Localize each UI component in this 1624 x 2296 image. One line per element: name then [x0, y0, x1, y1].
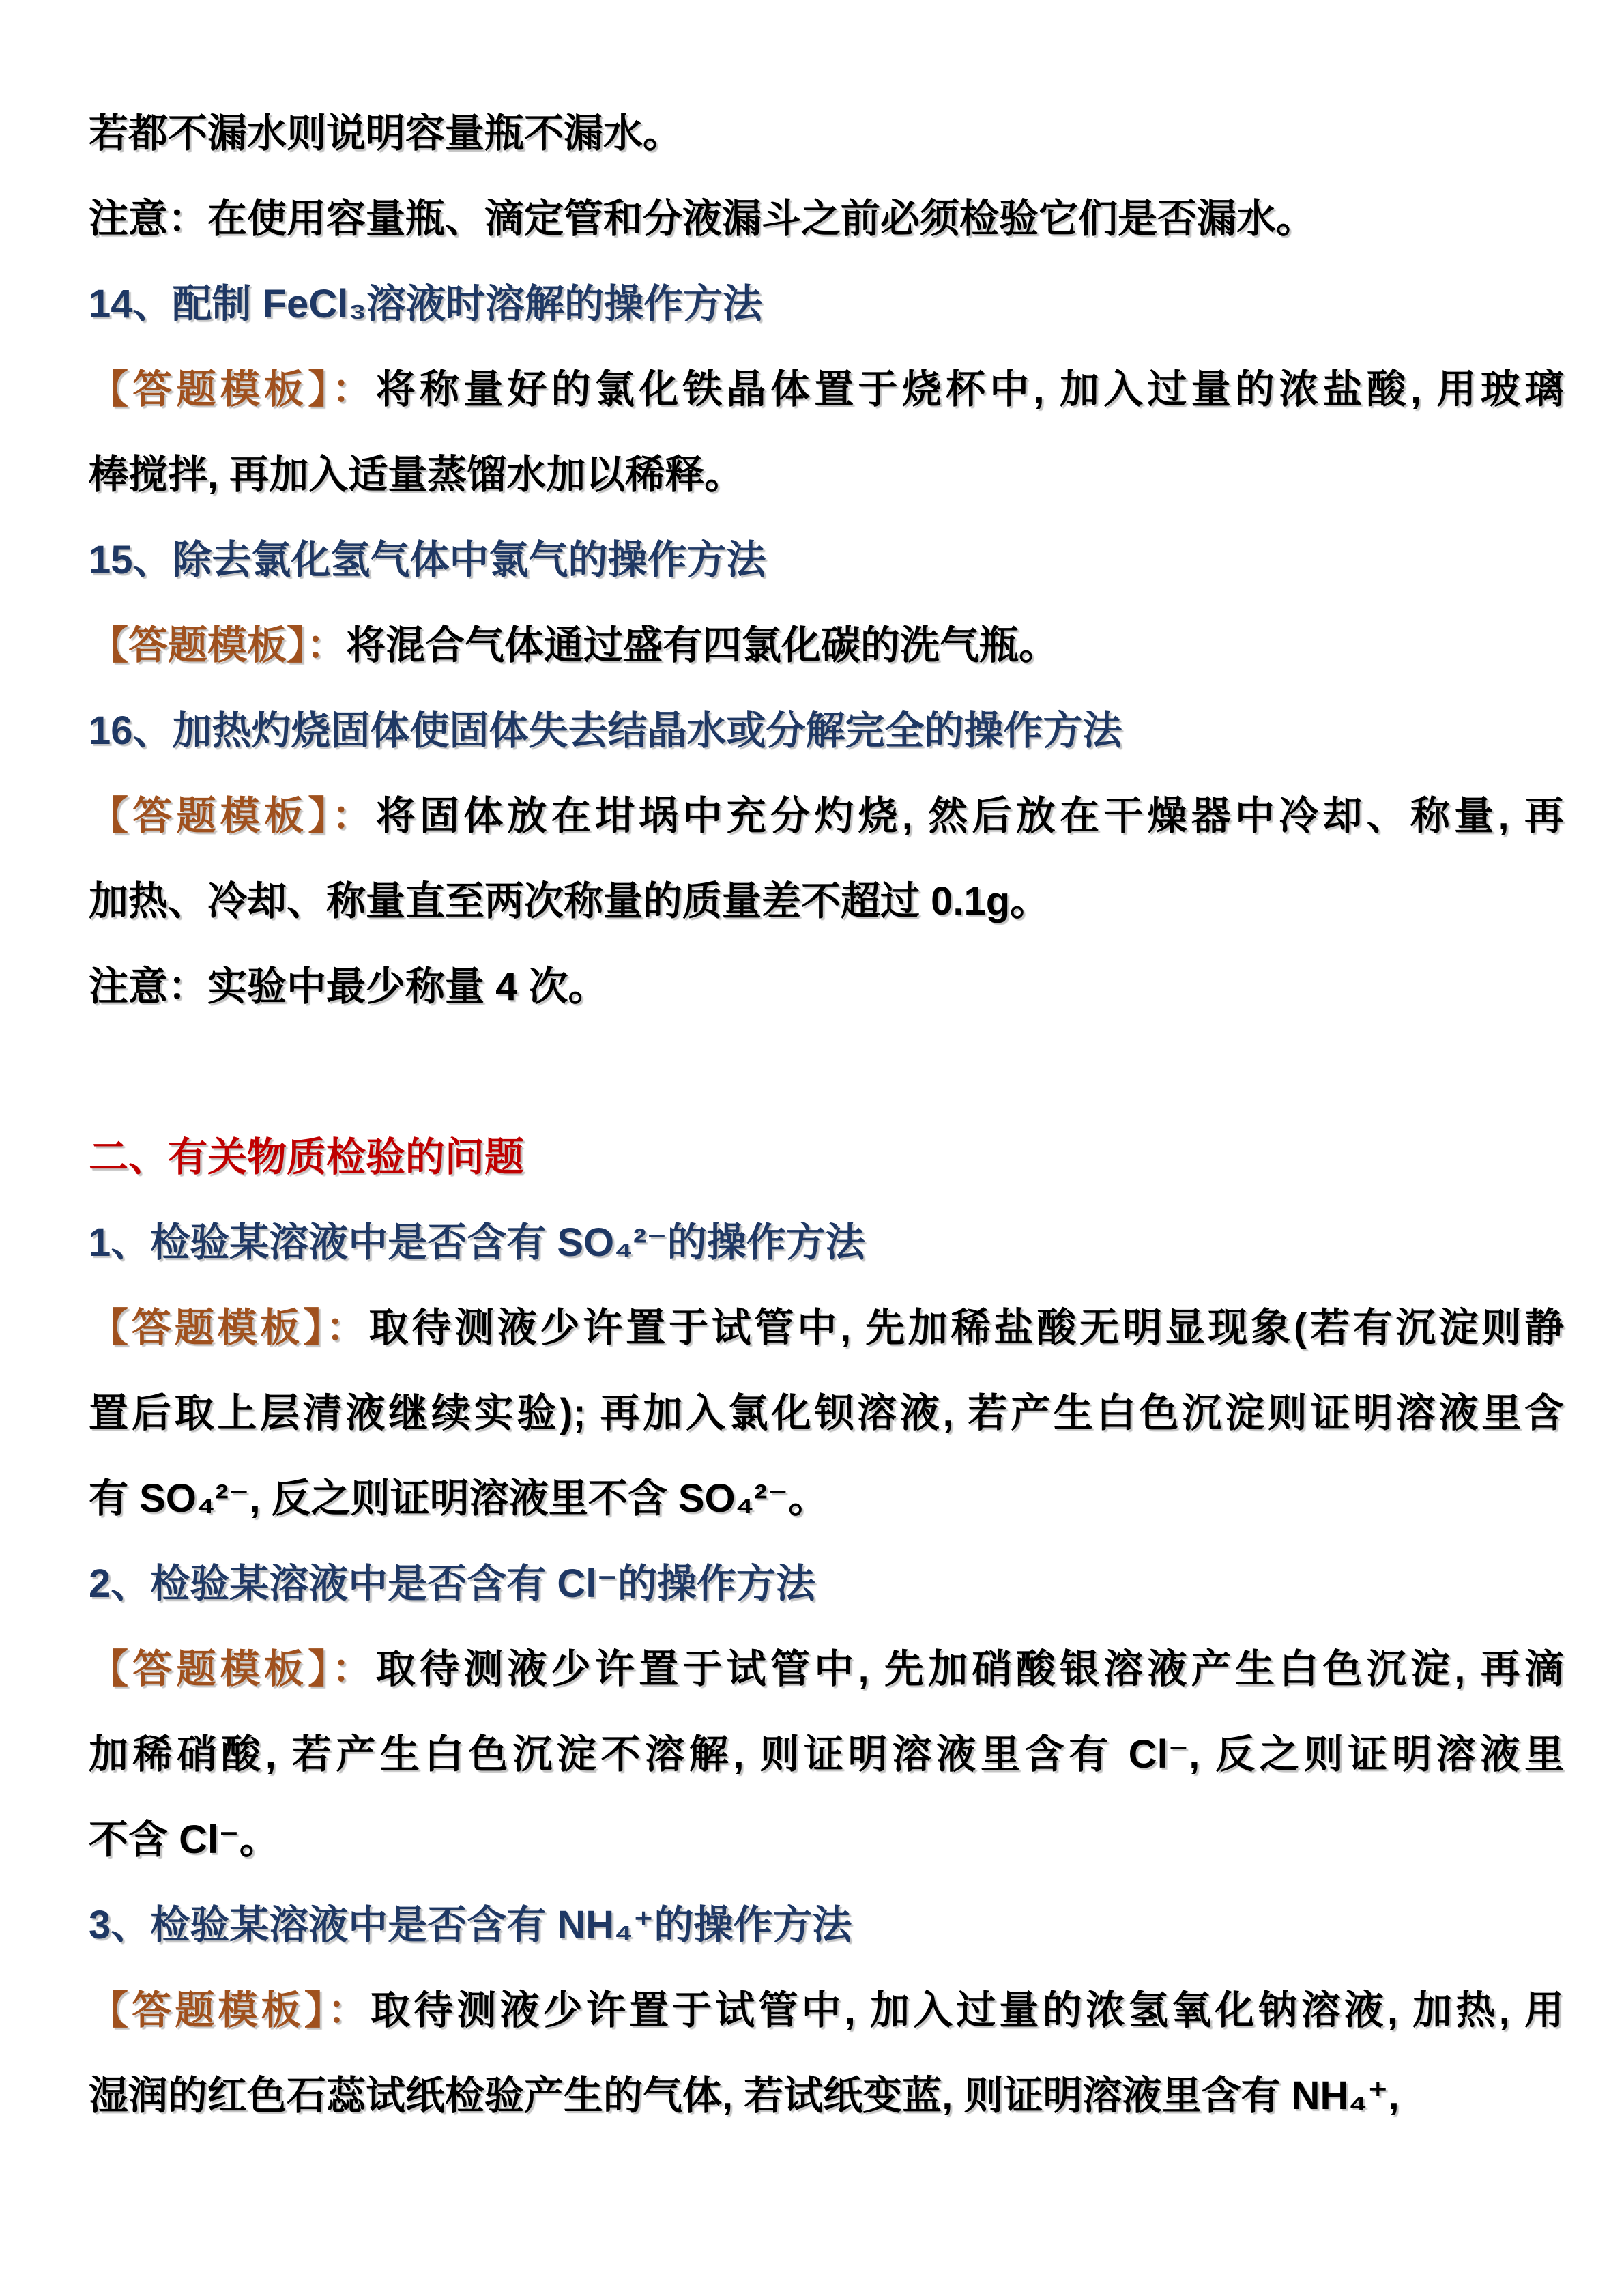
- text-line: 湿润的红色石蕊试纸检验产生的气体, 若试纸变蓝, 则证明溶液里含有 NH₄⁺,: [89, 2073, 1400, 2118]
- template-label: 【答题模板】：: [89, 1988, 371, 2033]
- item-heading-1: 1、检验某溶液中是否含有 SO₄²⁻的操作方法: [89, 1220, 865, 1265]
- template-line: [89, 773, 1564, 859]
- section-heading-2: 二、有关物质检验的问题: [89, 1135, 525, 1179]
- template-text: 将混合气体通过盛有四氯化碳的洗气瓶。: [346, 623, 1059, 668]
- template-label: 【答题模板】：: [89, 1647, 376, 1691]
- note-line: 注意：在使用容量瓶、滴定管和分液漏斗之前必须检验它们是否漏水。: [89, 197, 1316, 241]
- text-line: 有 SO₄²⁻, 反之则证明溶液里不含 SO₄²⁻。: [89, 1476, 828, 1521]
- item-heading-14: 14、配制 FeCl₃溶液时溶解的操作方法: [89, 282, 763, 326]
- template-label: 【答题模板】：: [89, 367, 376, 412]
- template-label: 【答题模板】：: [89, 1306, 369, 1350]
- item-heading-15: 15、除去氯化氢气体中氯气的操作方法: [89, 538, 766, 582]
- text-line: 若都不漏水则说明容量瓶不漏水。: [89, 111, 683, 156]
- item-heading-2: 2、检验某溶液中是否含有 Cl⁻的操作方法: [89, 1562, 815, 1606]
- item-heading-3: 3、检验某溶液中是否含有 NH₄⁺的操作方法: [89, 1903, 852, 1947]
- item-heading-16: 16、加热灼烧固体使固体失去结晶水或分解完全的操作方法: [89, 708, 1122, 753]
- text-line: 不含 Cl⁻。: [89, 1818, 279, 1862]
- text-line: 加热、冷却、称量直至两次称量的质量差不超过 0.1g。: [89, 879, 1050, 923]
- template-label: 【答题模板】：: [89, 623, 347, 668]
- template-line: [89, 1285, 1564, 1371]
- text-line: 棒搅拌, 再加入适量蒸馏水加以稀释。: [89, 453, 744, 497]
- text-line: 加稀硝酸, 若产生白色沉淀不溶解, 则证明溶液里含有 Cl⁻, 反之则证明溶液里: [89, 1732, 1564, 1777]
- template-text: 将固体放在坩埚中充分灼烧, 然后放在干燥器中冷却、称量, 再: [375, 794, 1564, 838]
- template-text: 取待测液少许置于试管中, 加入过量的浓氢氧化钠溶液, 加热, 用: [371, 1988, 1564, 2033]
- template-label: 【答题模板】：: [89, 794, 376, 838]
- template-line: [89, 1968, 1564, 2053]
- template-text: 取待测液少许置于试管中, 先加稀盐酸无明显现象(若有沉淀则静: [368, 1306, 1564, 1350]
- template-text: 将称量好的氯化铁晶体置于烧杯中, 加入过量的浓盐酸, 用玻璃: [375, 367, 1564, 412]
- text-line: 置后取上层清液继续实验); 再加入氯化钡溶液, 若产生白色沉淀则证明溶液里含: [89, 1391, 1564, 1435]
- template-line: [89, 1626, 1564, 1712]
- template-line: [89, 347, 1564, 432]
- note-line: 注意：实验中最少称量 4 次。: [89, 964, 608, 1009]
- template-line: [89, 603, 1564, 688]
- template-text: 取待测液少许置于试管中, 先加硝酸银溶液产生白色沉淀, 再滴: [375, 1647, 1564, 1691]
- blank-line: [89, 1029, 1564, 1115]
